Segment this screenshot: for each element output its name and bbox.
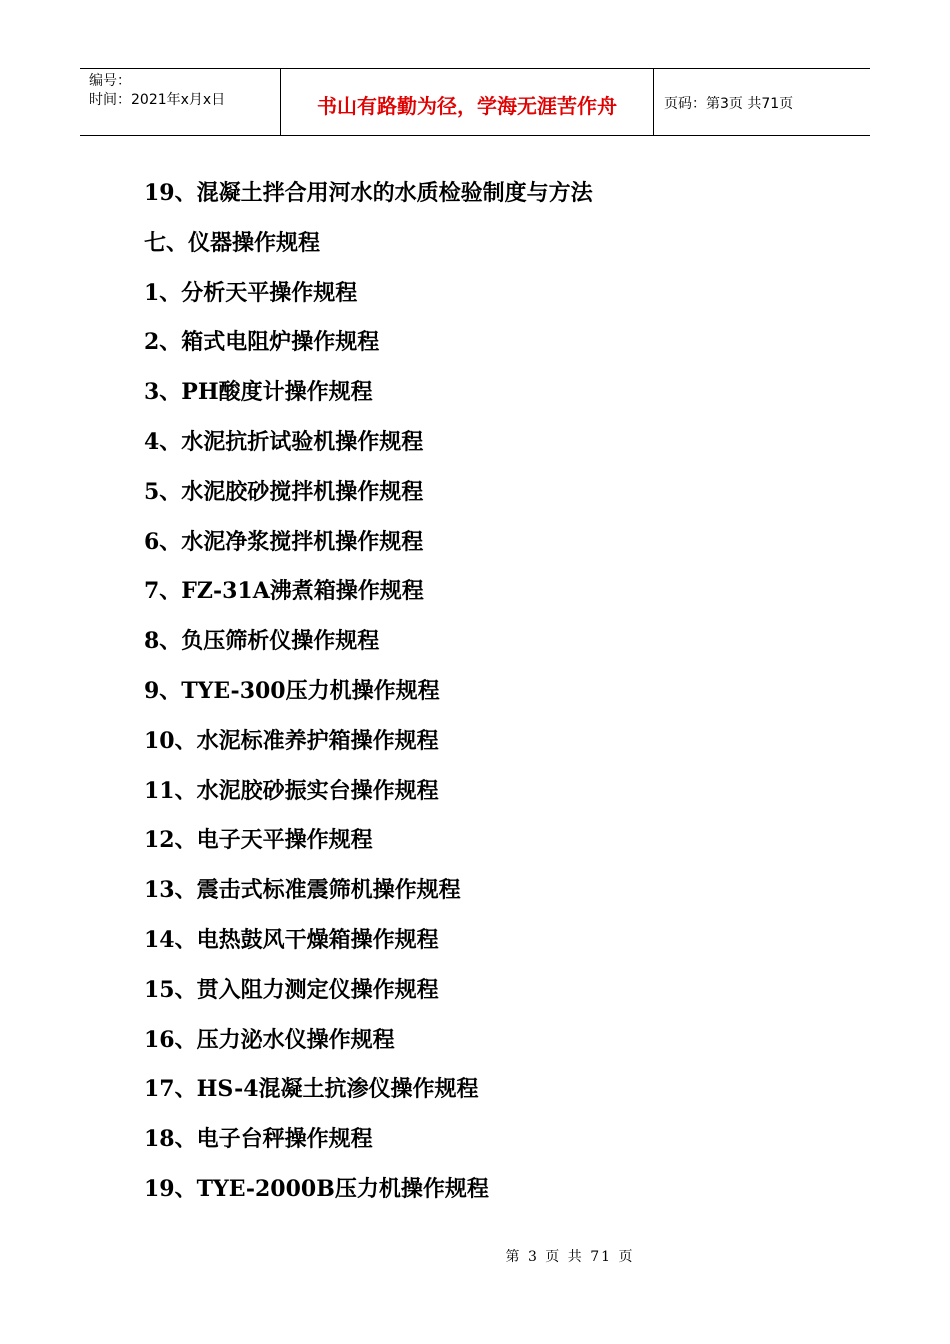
list-item: 19、混凝土拌合用河水的水质检验制度与方法 — [144, 180, 593, 206]
list-item: 7、FZ-31A沸煮箱操作规程 — [144, 578, 424, 605]
header-motto: 书山有路勤为径，学海无涯苦作舟 — [281, 69, 654, 135]
list-item: 12、电子天平操作规程 — [144, 827, 373, 854]
list-item: 11、水泥胶砂振实台操作规程 — [144, 777, 439, 804]
list-item: 14、电热鼓风干燥箱操作规程 — [144, 926, 439, 953]
toc-list — [144, 172, 864, 1218]
section-heading: 七、仪器操作规程 — [144, 229, 321, 256]
list-item: 9、TYE-300压力机操作规程 — [144, 677, 440, 704]
document-number-label: 编号： — [89, 73, 131, 89]
list-item: 6、水泥净浆搅拌机操作规程 — [144, 528, 424, 555]
list-item: 10、水泥标准养护箱操作规程 — [144, 727, 439, 754]
page-footer: 第 3 页 共 71 页 — [505, 1249, 635, 1265]
list-item: 18、电子台秤操作规程 — [144, 1126, 373, 1153]
list-item: 4、水泥抗折试验机操作规程 — [144, 428, 424, 455]
list-item: 1、分析天平操作规程 — [144, 279, 358, 306]
list-item: 19、TYE-2000B压力机操作规程 — [144, 1175, 489, 1202]
list-item: 8、负压筛析仪操作规程 — [144, 628, 380, 655]
list-item: 16、压力泌水仪操作规程 — [144, 1026, 395, 1053]
page-header — [80, 68, 870, 136]
list-item: 5、水泥胶砂搅拌机操作规程 — [144, 478, 424, 505]
list-item: 15、贯入阻力测定仪操作规程 — [144, 976, 439, 1003]
list-item: 3、PH酸度计操作规程 — [144, 379, 373, 406]
list-item: 17、HS-4混凝土抗渗仪操作规程 — [144, 1076, 479, 1103]
list-item: 2、箱式电阻炉操作规程 — [144, 329, 380, 356]
header-meta — [80, 69, 281, 135]
list-item: 13、震击式标准震筛机操作规程 — [144, 877, 461, 904]
header-page-info: 页码：第3页 共71页 — [664, 96, 794, 112]
document-time-label: 时间：2021年x月x日 — [89, 92, 226, 108]
